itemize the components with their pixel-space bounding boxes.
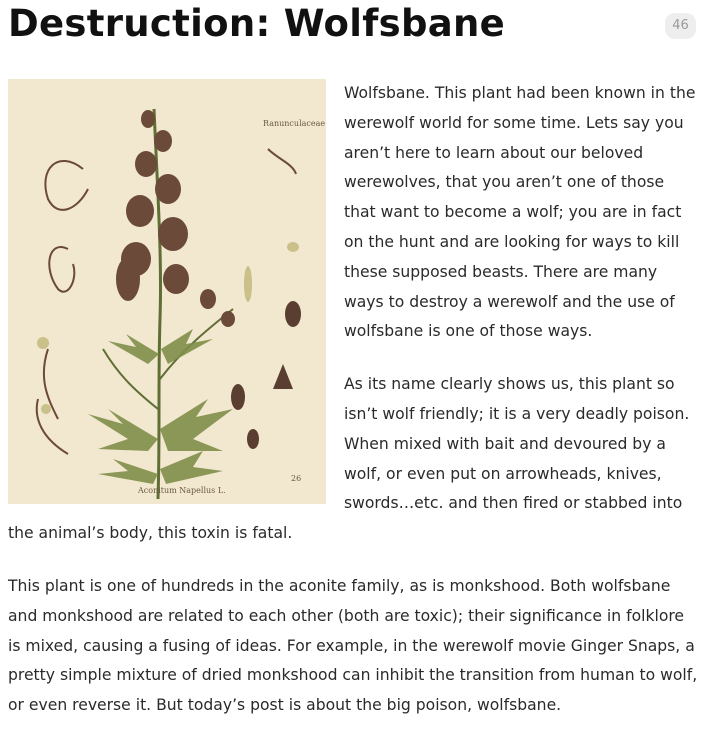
wolfsbane-illustration bbox=[8, 79, 326, 504]
plate-number: 26 bbox=[291, 474, 302, 483]
post-title: Destruction: Wolfsbane bbox=[8, 2, 506, 45]
botanical-plate-drawing bbox=[8, 79, 326, 504]
comment-count-badge[interactable]: 46 bbox=[665, 13, 696, 39]
post-content bbox=[8, 79, 698, 744]
paragraph-1: Wolfsbane. This plant had been known in the werewolf world for some time. Lets say you aren’t here to learn about our beloved werewolves, that you aren’t one of those that want to become a wolf; you are in fact on the hunt and are looking for ways to kill these supposed beasts. There are many ways to destroy a werewolf and the use of wolfsbane is one of those ways. bbox=[344, 84, 696, 341]
family-label: Ranunculaceae bbox=[263, 119, 326, 128]
paragraph-2: As its name clearly shows us, this plant so isn’t wolf friendly; it is a very deadly poison. When mixed with bait and devoured by a wolf, or even put on arrowheads, knives, swords…etc. and then fired or stabbed into the animal’s body, this toxin is fatal. bbox=[8, 375, 690, 543]
species-label: Aconitum Napellus L. bbox=[138, 486, 226, 495]
paragraph-3: This plant is one of hundreds in the aconite family, as is monkshood. Both wolfsbane and monkshood are related to each other (both are toxic); their significance in folklore is mixed, causing a fusing of ideas. For example, in the werewolf movie Ginger Snaps, a pretty simple mixture of dried monkshood can inhibit the transition from human to wolf, or even reverse it. But today’s post is about the big poison, wolfsbane. bbox=[8, 576, 698, 715]
